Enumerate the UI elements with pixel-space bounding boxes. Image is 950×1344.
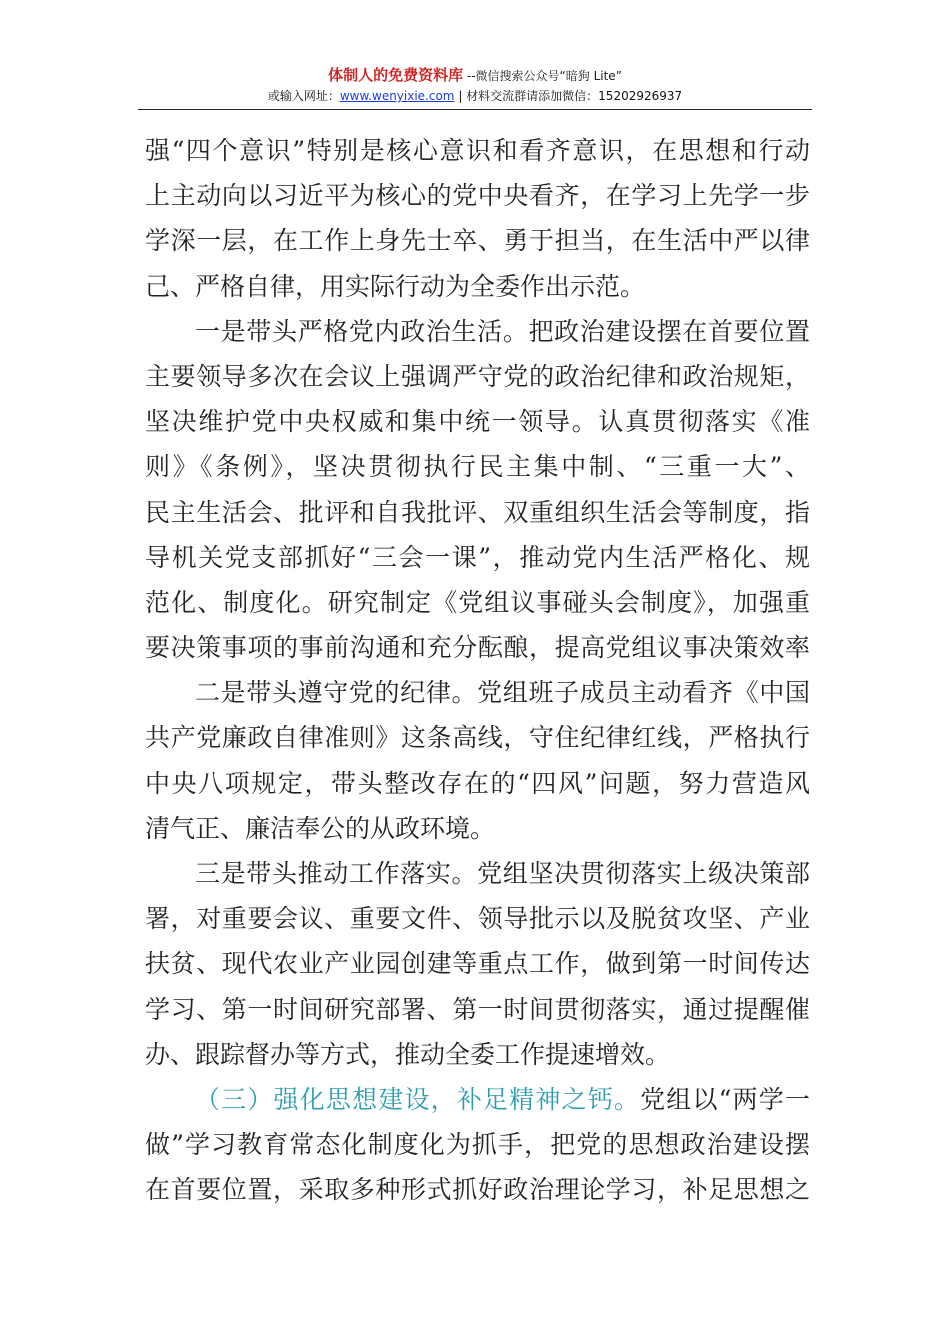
text-line: 要决策事项的事前沟通和充分酝酿，提高党组议事决策效率 (145, 633, 810, 663)
text-line: 署，对重要会议、重要文件、领导批示以及脱贫攻坚、产业 (145, 904, 810, 934)
section-heading: （三）强化思想建设，补足精神之钙。 (195, 1084, 641, 1114)
text-line: 做”学习教育常态化制度化为抓手，把党的思想政治建设摆 (145, 1130, 810, 1160)
header-divider (138, 109, 812, 110)
header-title-row (0, 64, 950, 87)
text-line: 学习、第一时间研究部署、第一时间贯彻落实，通过提醒催 (145, 994, 810, 1024)
text-line: 清气正、廉洁奉公的从政环境。 (145, 813, 496, 843)
text-line: 则》《条例》，坚决贯彻执行民主集中制、“三重一大”、 (145, 452, 810, 482)
section-heading-line (145, 1077, 810, 1122)
text-line: 民主生活会、批评和自我批评、双重组织生活会等制度，指 (145, 497, 810, 527)
document-body (145, 128, 810, 1213)
text-line: 办、跟踪督办等方式，推动全委工作提速增效。 (145, 1039, 671, 1069)
section-heading-rest: 党组以“两学一 (640, 1084, 810, 1114)
text-line: 共产党廉政自律准则》这条高线，守住纪律红线，严格执行 (145, 723, 810, 753)
contact-info: | 材料交流群请添加微信：15202926937 (454, 89, 683, 103)
paragraph-first-line: 一是带头严格党内政治生活。把政治建设摆在首要位置 (195, 316, 810, 346)
website-link[interactable]: www.wenyixie.com (339, 89, 455, 103)
text-line: 在首要位置，采取多种形式抓好政治理论学习，补足思想之 (145, 1175, 810, 1205)
paragraph-first-line: 三是带头推动工作落实。党组坚决贯彻落实上级决策部 (195, 859, 810, 888)
header-tagline: --微信搜索公众号“暗狗 Lite” (463, 69, 622, 83)
header-url-row (0, 87, 950, 105)
brand-title: 体制人的免费资料库 (328, 66, 464, 84)
text-line: 学深一层，在工作上身先士卒、勇于担当，在生活中严以律 (145, 226, 810, 256)
page-header (0, 64, 950, 105)
text-line: 中央八项规定，带头整改存在的“四风”问题，努力营造风 (145, 768, 810, 798)
text-line: 范化、制度化。研究制定《党组议事碰头会制度》，加强重 (145, 587, 810, 617)
text-line: 导机关党支部抓好“三会一课”，推动党内生活严格化、规 (145, 542, 810, 572)
paragraph-first-line: 二是带头遵守党的纪律。党组班子成员主动看齐《中国 (195, 678, 810, 708)
text-line: 己、严格自律，用实际行动为全委作出示范。 (145, 271, 646, 301)
text-line: 扶贫、现代农业产业园创建等重点工作，做到第一时间传达 (145, 949, 810, 979)
text-line: 上主动向以习近平为核心的党中央看齐，在学习上先学一步 (145, 181, 810, 211)
text-line: 主要领导多次在会议上强调严守党的政治纪律和政治规矩， (145, 361, 810, 391)
text-line: 强“四个意识”特别是核心意识和看齐意识，在思想和行动 (145, 136, 810, 165)
text-line: 坚决维护党中央权威和集中统一领导。认真贯彻落实《准 (145, 407, 810, 437)
url-prefix: 或输入网址： (267, 89, 340, 103)
